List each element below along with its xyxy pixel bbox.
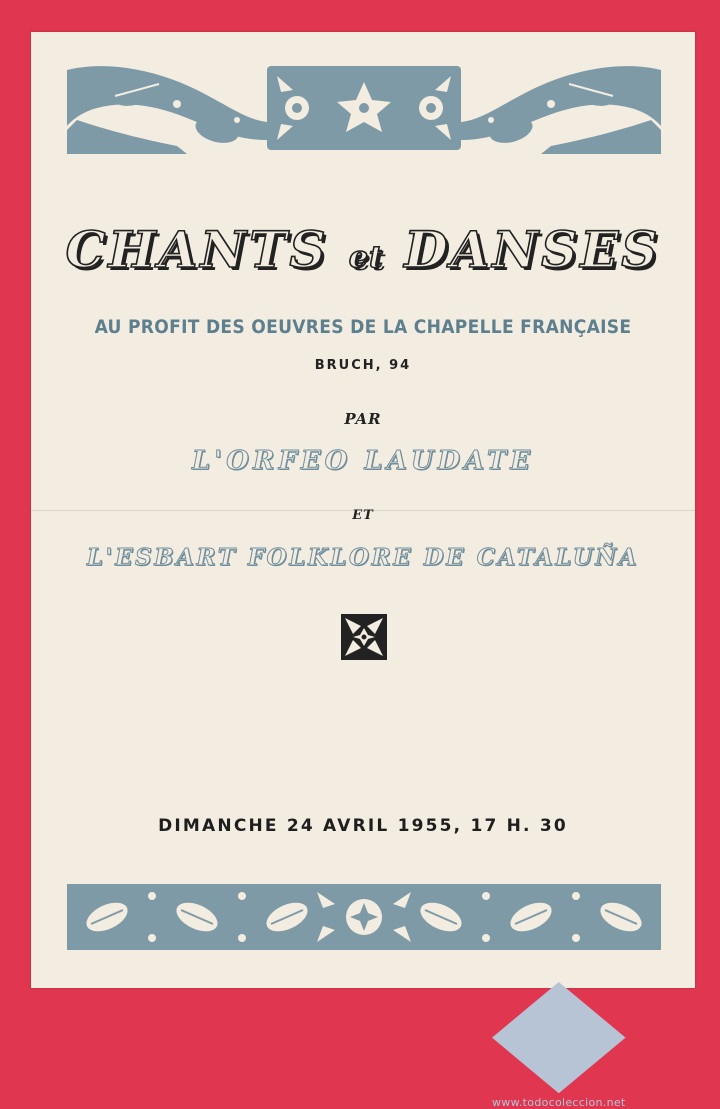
venue-address: BRUCH, 94 — [314, 358, 412, 373]
bottom-floral-ornament — [67, 884, 661, 950]
and-label: ET — [352, 508, 374, 523]
top-floral-ornament — [67, 60, 661, 156]
watermark-text: www.todocoleccion.net — [492, 1096, 626, 1109]
program-subtitle: AU PROFIT DES OEUVRES DE LA CHAPELLE FRANÇAISE — [94, 316, 632, 338]
event-date-time: DIMANCHE 24 AVRIL 1955, 17 H. 30 — [158, 816, 568, 836]
title-word-chants: CHANTS — [65, 220, 329, 279]
todocoleccion-logo-icon — [492, 982, 626, 1093]
ornament-tile-icon — [341, 614, 387, 660]
title-connector: et — [348, 240, 384, 275]
program-sheet — [31, 32, 695, 988]
watermark — [492, 982, 626, 1109]
performer-orfeo-laudate: L'ORFEO LAUDATE — [191, 446, 535, 476]
performer-esbart-folklore: L'ESBART FOLKLORE DE CATALUÑA — [86, 544, 640, 571]
program-title — [31, 220, 695, 279]
title-word-danses: DANSES — [404, 220, 661, 279]
by-label: PAR — [344, 410, 382, 428]
